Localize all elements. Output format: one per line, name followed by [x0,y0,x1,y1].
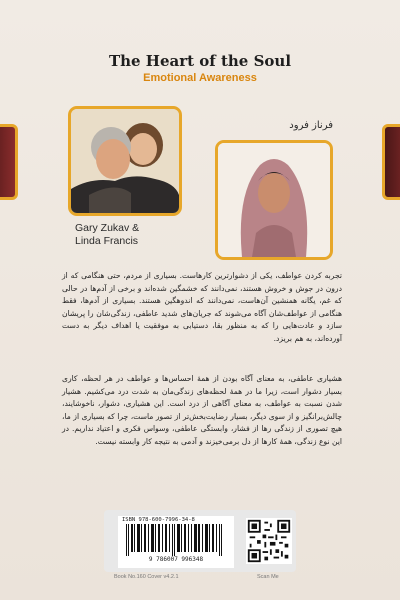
book-title: The Heart of the Soul [108,52,292,70]
author-line-1: Gary Zukav & [75,222,140,234]
qr-code [246,518,292,564]
authors-english [75,222,195,248]
scan-me-label: Scan Me [257,574,279,580]
book-subtitle: Emotional Awareness [143,72,257,84]
translator-photo-illustration [218,143,330,257]
barcode-number: 9 786007 996348 [148,556,204,563]
authors-photo-illustration [71,109,179,213]
author-line-2: Linda Francis [75,235,139,247]
description-paragraph-2: هشیاری عاطفی، به معنای آگاه بودن از همهٔ احساس‌ها و عواطف در هر لحظه، کاری بسیار دشوار است، زیرا ما در همهٔ لحظه‌های زندگی‌مان به شدت درد می‌کشیم. هشیار شدن نسبت به عواطف، به معنای آگاهی از درد است. این هشیاری، دشوار، ناخوشایند، چالش‌برانگیز و از سوی دیگر، بسیار رضایت‌بخش‌تر از تصور ماست، چرا که بسیاری از ما، هیچ تصوری از زندگی رها از فشار، وابستگی عاطفی، وسواس فکری و اعتیاد نداریم. در این نوع زندگی، همهٔ کارها از دل برمی‌خیزند و آدمی به نتیجه کار وابسته نیست. [62,374,342,446]
authors-photo [68,106,182,216]
translator-photo [215,140,333,260]
book-number-label: Book No.160 Cover v4.2.1 [114,574,179,580]
description-paragraph-1: تجربه کردن عواطف، یکی از دشوارترین کارهاست. بسیاری از مردم، حتی هنگامی که از درون در جوش و خروش هستند، نمی‌دانند که خشمگین شده‌اند و برخی از آدم‌ها در حالی که غم، یگانه همنشین آن‌هاست، نمی‌دانند که اندوهگین هستند. بسیاری از آدم‌ها، فقط هنگامی از عواطف‌شان آگاه می‌شوند که جریان‌های شدید عاطفی، زندگی‌شان را پریشان سازد و عادت‌هایی را که به منظور بقا، دستیابی به موفقیت یا اهداف دیگر به دست آورده‌اند، به هم بریزد. [62,271,342,343]
translator-name: فرناز فرود [289,120,333,131]
side-photo-right [382,124,400,200]
barcode-bars [126,524,222,556]
isbn-label: ISBN 978-600-7996-34-8 [122,517,195,523]
side-photo-left [0,124,18,200]
